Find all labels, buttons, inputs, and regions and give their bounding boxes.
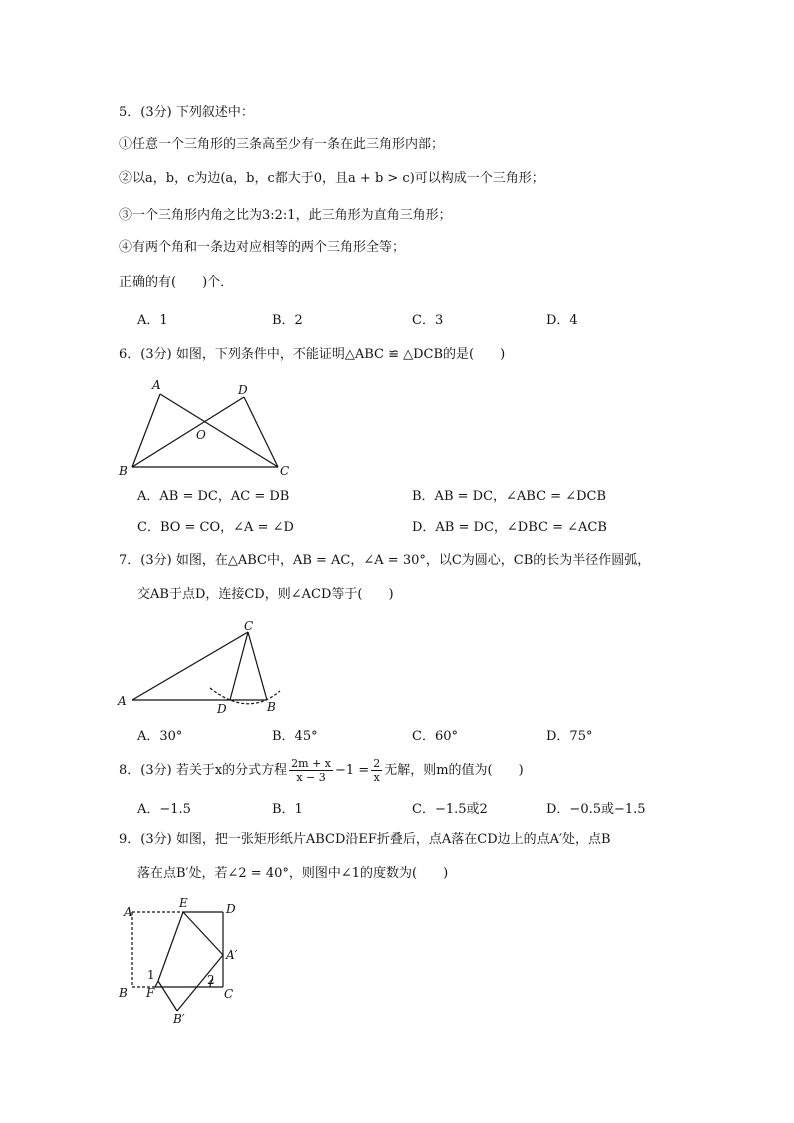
q5-option-b: B．2 xyxy=(272,313,303,328)
q8-option-b: B．1 xyxy=(272,802,303,817)
q5-question: 正确的有( )个． xyxy=(119,275,234,290)
q9-segment-ea-prime xyxy=(183,912,223,955)
q7-segment-cb xyxy=(248,632,267,700)
q8-stem xyxy=(119,756,524,786)
q9-segment-b-prime-a-prime xyxy=(177,955,223,1011)
q7-segment-cd xyxy=(230,632,248,700)
q6-option-d: D．AB = DC，∠DBC = ∠ACB xyxy=(412,520,607,535)
q9-segment-ef xyxy=(158,912,183,981)
q8-fraction-2 xyxy=(371,757,382,784)
q6-option-c: C．BO = CO，∠A = ∠D xyxy=(137,520,294,535)
q9-figure xyxy=(110,893,250,1028)
q5-option-a: A．1 xyxy=(137,313,168,328)
q7-stem-line-2: 交AB于点D，连接CD，则∠ACD等于( ) xyxy=(137,587,394,602)
q7-label-c: C xyxy=(244,619,254,633)
q5-stem: 5．(3分) 下列叙述中： xyxy=(119,105,254,120)
q6-label-b: B xyxy=(119,464,128,478)
q6-stem: 6．(3分) 如图，下列条件中，不能证明△ABC ≌ △DCB的是( ) xyxy=(119,347,506,362)
q9-label-e: E xyxy=(179,896,188,910)
q9-stem-line-1: 9．(3分) 如图，把一张矩形纸片ABCD沿EF折叠后，点A落在CD边上的点A′处，点B xyxy=(119,832,611,847)
q9-label-c: C xyxy=(224,987,234,1001)
q9-segment-fb-prime xyxy=(158,981,177,1011)
q5-statement-4: ④有两个角和一条边对应相等的两个三角形全等； xyxy=(119,240,406,255)
q8-equation-middle: −1 = xyxy=(335,763,370,778)
q9-label-a-prime: A′ xyxy=(226,948,238,962)
q6-option-b: B．AB = DC，∠ABC = ∠DCB xyxy=(412,489,607,504)
q7-segment-ac xyxy=(132,632,248,700)
q9-label-f: F xyxy=(146,986,155,1000)
q7-option-c: C．60° xyxy=(412,729,458,744)
q8-fraction-2-denominator: x xyxy=(373,771,380,784)
q8-fraction-1-numerator: 2m + x xyxy=(291,757,331,770)
q5-statement-2: ②以a，b，c为边(a，b，c都大于0，且a + b > c)可以构成一个三角形； xyxy=(119,171,545,186)
q7-label-b: B xyxy=(267,700,276,714)
q9-segment-crease-end xyxy=(155,981,158,987)
q9-label-a: A xyxy=(124,905,133,919)
q6-label-d: D xyxy=(238,383,248,397)
q5-statement-3: ③一个三角形内角之比为3:2:1，此三角形为直角三角形； xyxy=(119,208,452,223)
q9-label-d: D xyxy=(226,902,236,916)
q7-option-a: A．30° xyxy=(137,729,183,744)
q9-label-b: B xyxy=(119,986,128,1000)
q7-label-d: D xyxy=(217,702,227,716)
q8-fraction-1 xyxy=(289,757,333,784)
q6-option-a: A．AB = DC，AC = DB xyxy=(137,489,290,504)
q7-figure xyxy=(110,618,300,718)
q6-segment-bd xyxy=(132,397,244,467)
q8-option-a: A．−1.5 xyxy=(137,802,191,817)
q8-option-c: C．−1.5或2 xyxy=(412,802,488,817)
q7-stem-line-1: 7．(3分) 如图，在△ABC中，AB = AC，∠A = 30°，以C为圆心，CB的长为半径作圆弧， xyxy=(119,553,651,568)
q8-option-d: D．−0.5或−1.5 xyxy=(546,802,646,817)
q9-label-angle-2: 2 xyxy=(207,973,215,987)
q9-label-angle-1: 1 xyxy=(147,968,155,982)
q9-label-b-prime: B′ xyxy=(173,1012,185,1026)
q7-option-d: D．75° xyxy=(546,729,593,744)
q8-fraction-1-denominator: x − 3 xyxy=(296,771,326,784)
q8-fraction-2-numerator: 2 xyxy=(373,757,381,770)
q9-stem-line-2: 落在点B′处，若∠2 = 40°，则图中∠1的度数为( ) xyxy=(137,866,449,881)
q5-option-c: C．3 xyxy=(412,313,444,328)
q6-label-c: C xyxy=(280,464,290,478)
q5-statement-1: ①任意一个三角形的三条高至少有一条在此三角形内部； xyxy=(119,137,445,152)
q6-figure xyxy=(110,375,310,480)
q7-label-a: A xyxy=(118,694,127,708)
q6-label-o: O xyxy=(196,428,206,442)
q8-stem-start: 8．(3分) 若关于x的分式方程 xyxy=(119,763,288,778)
q7-option-b: B．45° xyxy=(272,729,318,744)
q6-segment-ba xyxy=(132,394,160,467)
q5-option-d: D．4 xyxy=(546,313,578,328)
q8-stem-end: 无解，则m的值为( ) xyxy=(384,763,524,778)
q6-label-a: A xyxy=(152,378,161,392)
